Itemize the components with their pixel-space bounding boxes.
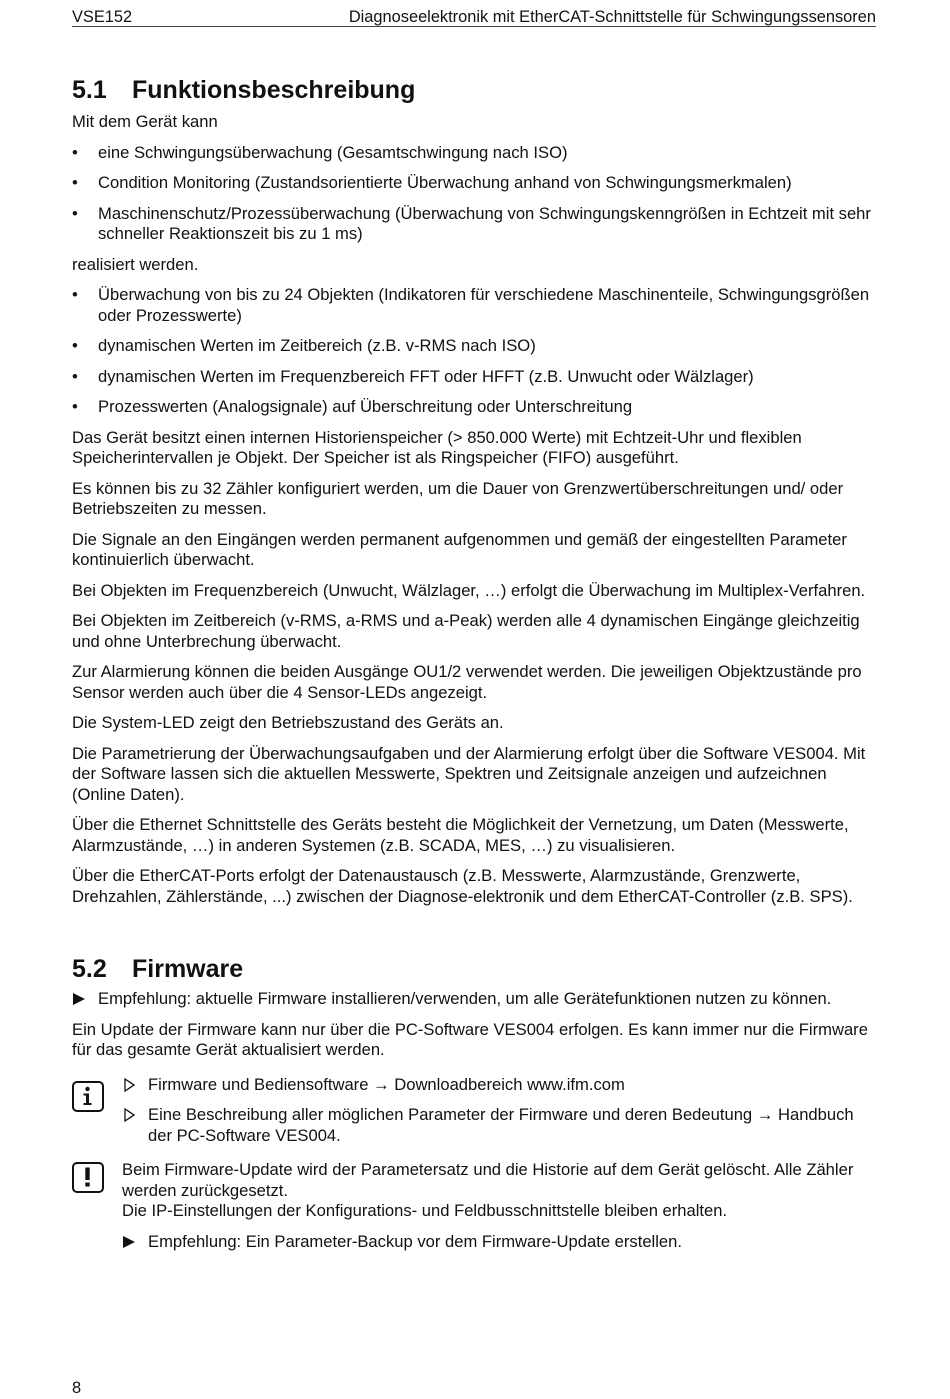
info-note <box>72 1075 872 1147</box>
paragraph: Es können bis zu 32 Zähler konfiguriert werden, um die Dauer von Grenzwertüberschreitungen und/ oder Betriebszeiten zu messen. <box>72 478 844 518</box>
doc-title: Diagnoseelektronik mit EtherCAT-Schnittstelle für Schwingungssensoren <box>348 8 876 26</box>
paragraph: Die Signale an den Eingängen werden permanent aufgenommen und gemäß der eingestellten Parameter kontinuierlich überwacht. <box>72 529 847 569</box>
section-number: 5.2 <box>72 955 107 983</box>
list-item: • Condition Monitoring (Zustandsorientierte Überwachung anhand von Schwingungsmerkmalen) <box>72 173 792 192</box>
bullet-list-capabilities <box>72 143 872 245</box>
hollow-arrow-icon <box>124 1108 135 1122</box>
arrow-right-icon <box>123 1236 135 1248</box>
paragraph: Über die Ethernet Schnittstelle des Geräts besteht die Möglichkeit der Vernetzung, um Daten (Messwerte, Alarmzustände, …) in anderen Systemen (z.B. SCADA, MES, …) zu visualisieren. <box>72 815 849 855</box>
list-item: Eine Beschreibung aller möglichen Parameter der Firmware und deren Bedeutung → Handbuch der PC-Software VES004. <box>122 1105 872 1146</box>
recommendation: Empfehlung: aktuelle Firmware installieren/verwenden, um alle Gerätefunktionen nutzen zu können. <box>72 989 872 1010</box>
list-item: • Prozesswerten (Analogsignale) auf Überschreitung oder Unterschreitung <box>72 397 633 416</box>
section-heading-5-2 <box>72 953 872 985</box>
paragraph: Die Parametrierung der Überwachungsaufgaben und der Alarmierung erfolgt über die Software VES004. Mit der Software lassen sich die aktuellen Messwerte, Spektren und Zeitsignale anzeigen und aufzeichnen (Online Daten). <box>72 743 866 804</box>
arrow-right-icon <box>73 993 85 1005</box>
intro-text: Mit dem Gerät kann <box>72 112 218 131</box>
warning-note <box>72 1160 872 1252</box>
bullet-icon: • <box>72 203 78 223</box>
warning-recommendation: Empfehlung: Ein Parameter-Backup vor dem Firmware-Update erstellen. <box>122 1232 872 1253</box>
bullet-icon: • <box>72 285 78 304</box>
list-item: Firmware und Bediensoftware → Downloadbereich www.ifm.com <box>122 1075 872 1096</box>
after-list-text: realisiert werden. <box>72 254 199 274</box>
list-item: • dynamischen Werten im Frequenzbereich FFT oder HFFT (z.B. Unwucht oder Wälzlager) <box>72 366 754 386</box>
warning-icon <box>72 1162 104 1193</box>
hollow-arrow-icon <box>124 1078 135 1092</box>
list-item: • dynamischen Werten im Zeitbereich (z.B. v-RMS nach ISO) <box>72 336 536 355</box>
section-title: Firmware <box>132 955 244 983</box>
paragraph: Die System-LED zeigt den Betriebszustand des Geräts an. <box>72 713 504 732</box>
list-item: • Maschinenschutz/Prozessüberwachung (Überwachung von Schwingungskenngrößen in Echtzeit mit sehr schneller Reaktionszeit bis zu 1 ms) <box>72 203 871 243</box>
warning-text: Beim Firmware-Update wird der Parametersatz und die Historie auf dem Gerät gelöscht. Alle Zähler werden zurückgesetzt. <box>122 1160 854 1200</box>
section-title: Funktionsbeschreibung <box>132 76 416 104</box>
paragraph: Ein Update der Firmware kann nur über die PC-Software VES004 erfolgen. Es kann immer nur die Firmware für das gesamte Gerät aktualisiert werden. <box>72 1019 868 1059</box>
paragraph: Zur Alarmierung können die beiden Ausgänge OU1/2 verwendet werden. Die jeweiligen Objektzustände pro Sensor werden auch über die 4 Sensor-LEDs angezeigt. <box>72 662 862 702</box>
warning-text: Die IP-Einstellungen der Konfigurations- und Feldbusschnittstelle bleiben erhalten. <box>122 1201 728 1220</box>
list-item: • Überwachung von bis zu 24 Objekten (Indikatoren für verschiedene Maschinenteile, Schwingungsgrößen oder Prozesswerte) <box>72 285 870 325</box>
doc-id: VSE152 <box>72 8 133 26</box>
paragraph: Bei Objekten im Zeitbereich (v-RMS, a-RMS und a-Peak) werden alle 4 dynamischen Eingänge gleichzeitig und ohne Unterbrechung überwacht. <box>72 611 860 651</box>
page-content <box>72 72 872 1262</box>
bullet-icon: • <box>72 366 78 386</box>
page-number: 8 <box>72 1379 82 1397</box>
paragraph: Das Gerät besitzt einen internen Historienspeicher (> 850.000 Werte) mit Echtzeit-Uhr und flexiblen Speicherintervallen je Objekt. Der Speicher ist als Ringspeicher (FIFO) ausgeführt. <box>72 427 802 467</box>
info-icon <box>72 1081 104 1112</box>
paragraph: Über die EtherCAT-Ports erfolgt der Datenaustausch (z.B. Messwerte, Alarmzustände, Grenzwerte, Drehzahlen, Zählerstände, ...) zwischen der Diagnose-elektronik und dem EtherCAT-Controller (z.B. SPS). <box>72 866 853 906</box>
bullet-list-monitoring <box>72 285 872 418</box>
paragraph: Bei Objekten im Frequenzbereich (Unwucht, Wälzlager, …) erfolgt die Überwachung im Multiplex-Verfahren. <box>72 580 866 600</box>
bullet-icon: • <box>72 336 78 355</box>
bullet-icon: • <box>72 397 78 416</box>
list-item: • eine Schwingungsüberwachung (Gesamtschwingung nach ISO) <box>72 142 568 162</box>
page-header <box>72 4 876 27</box>
section-number: 5.1 <box>72 76 107 104</box>
bullet-icon: • <box>72 142 78 162</box>
bullet-icon: • <box>72 173 78 192</box>
section-heading-5-1 <box>72 74 872 106</box>
